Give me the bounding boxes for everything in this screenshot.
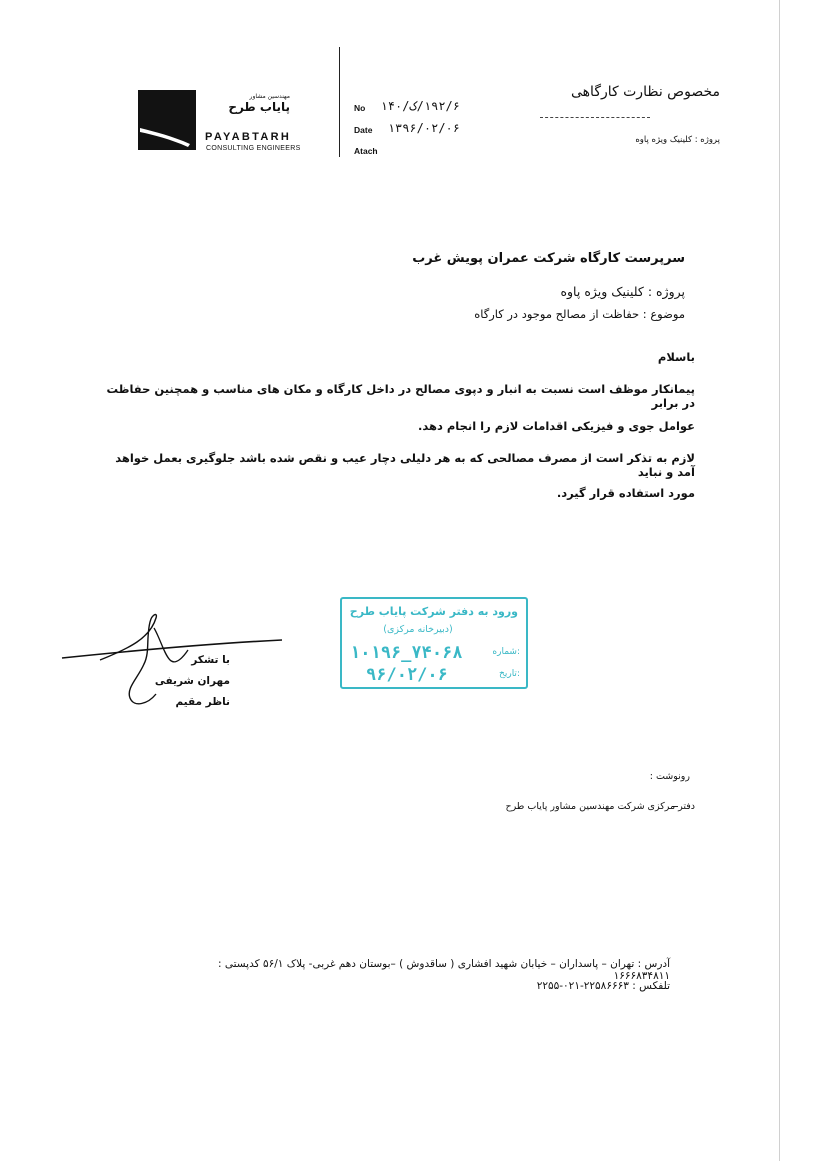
letter-number: ۱۹۲/۶/ک/۱۴۰ (380, 99, 460, 113)
logo-name-en: PAYABTARH (205, 131, 292, 143)
greeting: باسلام (657, 350, 695, 364)
paragraph-2-line-1: لازم به تذکر است از مصرف مصالحی که به هر دلیلی دچار عیب و نقص شده باشد جلوگیری بعمل خواهد آمد و نباید (115, 451, 695, 479)
confidential-label: مخصوص نظارت کارگاهی (571, 84, 720, 100)
paragraph-1-line-2: عوامل جوی و فیزیکی اقدامات لازم را انجام دهد. (417, 419, 695, 433)
stamp-date-label: تاریخ: (499, 669, 520, 679)
paragraph-1-line-1: پیمانکار موظف است نسبت به انبار و دپوی مصالح در داخل کارگاه و مکان های مناسب و همچنین حفاظت در برابر (106, 382, 695, 410)
registry-stamp (340, 597, 528, 689)
letter-date: ۱۳۹۶/۰۲/۰۶ (387, 121, 460, 135)
project-line: پروژه : کلینیک ویژه پاوه (560, 284, 685, 299)
header-project: پروژه : کلینیک ویژه پاوه (635, 135, 720, 145)
cc-recipient: دفتر مرکزی شرکت مهندسین مشاور پایاب طرح (505, 801, 695, 812)
no-label: No (354, 103, 366, 113)
signature-thanks: با تشکر (191, 654, 230, 666)
stamp-number: ۱۰۱۹۶_۷۴۰۶۸ (350, 643, 463, 663)
dashed-underline (540, 117, 650, 119)
stamp-date: ۹۶/۰۲/۰۶ (366, 665, 448, 685)
signatory-name: مهران شریفی (154, 675, 230, 687)
footer-address: آدرس : تهران – پاسداران – خیابان شهید افشاری ( ساقدوش ) –بوستان دهم غربی- پلاک ۵۶/۱ کدپستی : ۱۶۶۶۸۳۴۸۱۱ (218, 958, 670, 982)
cc-label: رونوشت : (649, 771, 690, 782)
header-divider (339, 47, 340, 157)
subject-line: موضوع : حفاظت از مصالح موجود در کارگاه (474, 307, 685, 321)
logo-name-fa: پایاب طرح (228, 100, 290, 114)
scan-edge (779, 0, 780, 1161)
signatory-role: ناظر مقیم (175, 696, 230, 708)
addressee: سرپرست کارگاه شرکت عمران پویش غرب (412, 251, 685, 266)
date-label: Date (354, 125, 373, 135)
stamp-subtitle: (دبیرخانه مرکزی) (383, 624, 453, 635)
footer-phone: تلفکس : ۲۲۵۸۶۶۶۳-۰۲۱-۲۲۵۵ (536, 980, 670, 992)
attach-label: Atach (354, 146, 378, 156)
stamp-title: ورود به دفتر شرکت پایاب طرح (349, 605, 518, 618)
stamp-number-label: شماره: (492, 647, 520, 657)
paragraph-2-line-2: مورد استفاده قرار گیرد. (556, 486, 695, 500)
company-logo (138, 90, 196, 150)
logo-subtitle-fa: مهندسین مشاور (249, 93, 290, 100)
logo-subtitle-en: CONSULTING ENGINEERS (206, 145, 301, 152)
logo-swoosh-icon (138, 90, 196, 150)
